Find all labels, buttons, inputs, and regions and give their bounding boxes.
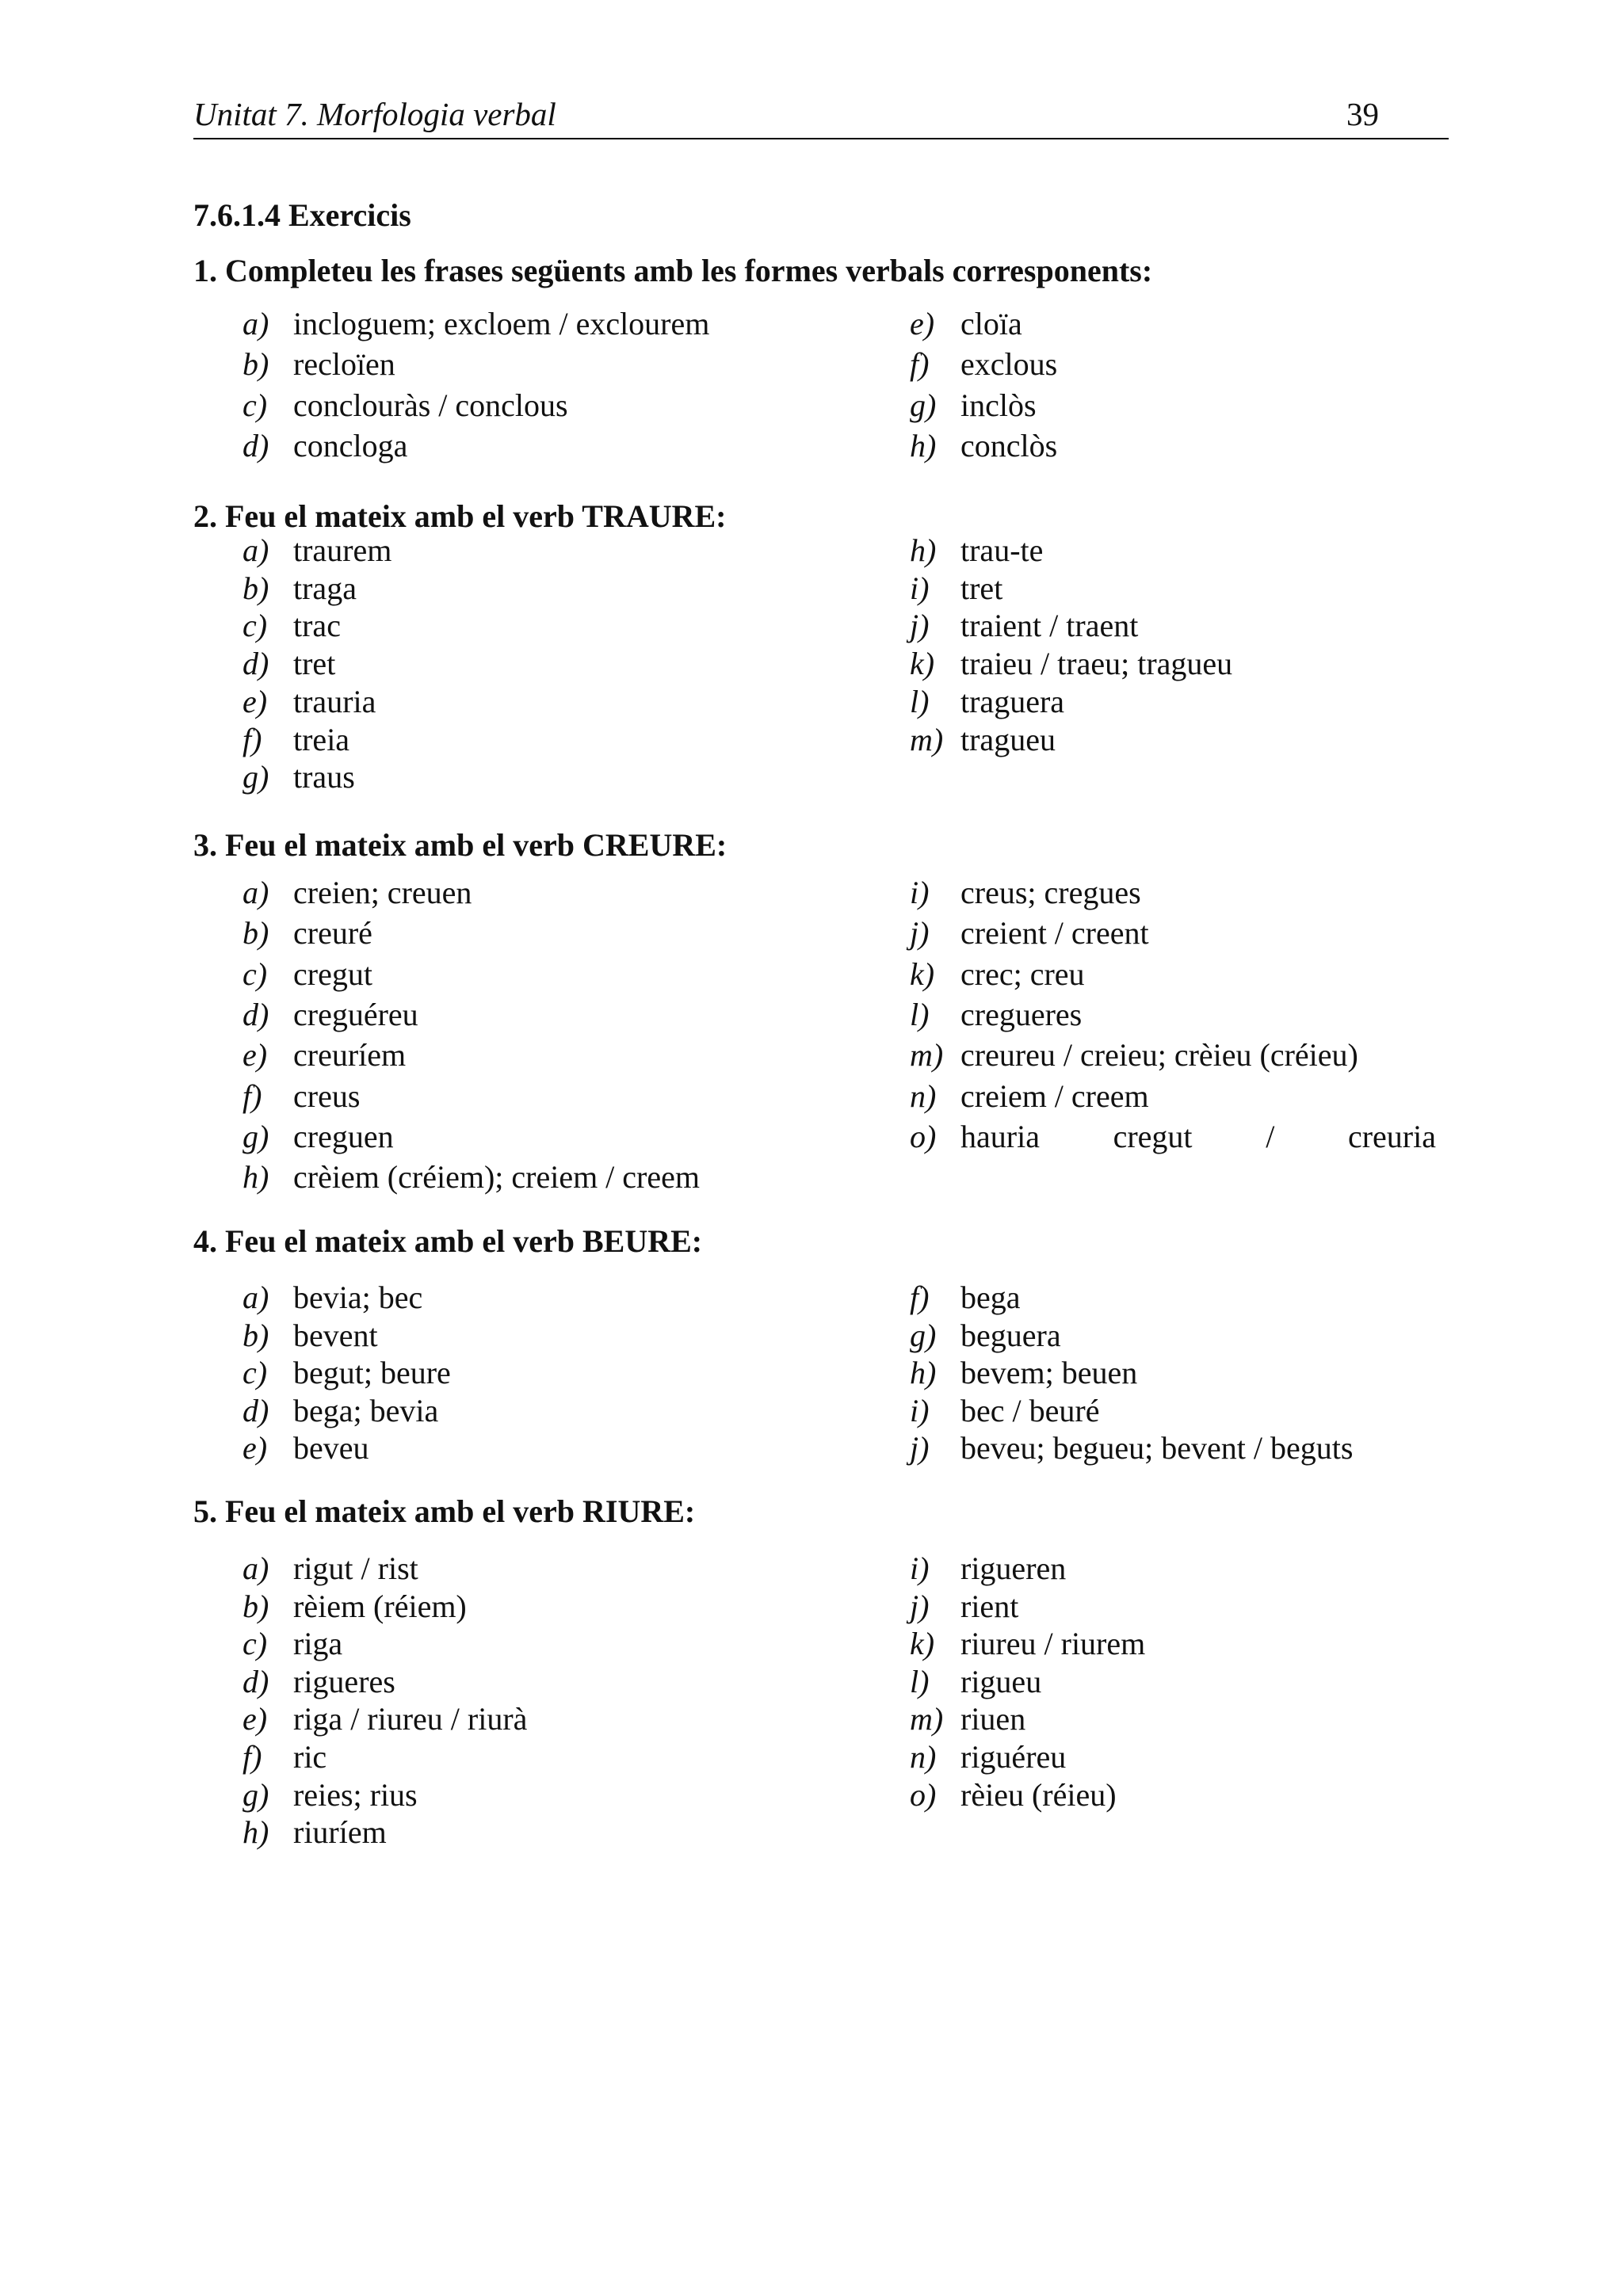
item-letter: a)	[242, 1550, 269, 1586]
item-letter: g)	[910, 387, 937, 423]
item-answer: exclous	[960, 346, 1058, 383]
item-letter: m)	[910, 1701, 944, 1737]
item-answer: rigueren	[960, 1550, 1067, 1586]
item-answer: riguéreu	[960, 1739, 1067, 1775]
item-letter: e)	[242, 1037, 268, 1074]
exercise-heading: 5. Feu el mateix amb el verb RIURE:	[193, 1493, 696, 1529]
item-answer: traient / traent	[960, 608, 1139, 644]
item-letter: g)	[242, 1118, 269, 1154]
exercise-2	[193, 498, 1449, 795]
item-answer: bec / beuré	[960, 1392, 1100, 1428]
item-answer: crec; creu	[960, 955, 1085, 992]
item-letter: g)	[242, 759, 269, 795]
item-letter: d)	[242, 646, 269, 682]
item-letter: d)	[242, 996, 269, 1032]
item-answer: rient	[960, 1588, 1019, 1624]
item-answer: creuríem	[293, 1037, 407, 1074]
item-letter: m)	[910, 1037, 944, 1074]
item-answer: trac	[293, 608, 341, 644]
item-letter: a)	[242, 1280, 269, 1315]
item-letter: b)	[242, 1317, 269, 1353]
item-answer: traga	[293, 570, 357, 606]
item-letter: b)	[242, 570, 269, 606]
exercise-heading: 4. Feu el mateix amb el verb BEURE:	[193, 1223, 703, 1259]
item-answer: ric	[293, 1739, 327, 1775]
item-answer: creiem / creem	[960, 1077, 1149, 1114]
item-letter: i)	[910, 1392, 930, 1428]
item-letter: j)	[910, 1588, 930, 1624]
item-answer: trau-te	[960, 532, 1044, 568]
exercise-heading: 3. Feu el mateix amb el verb CREURE:	[193, 827, 727, 863]
item-answer: riuríem	[293, 1814, 387, 1851]
item-letter: j)	[910, 1430, 930, 1466]
section-title: 7.6.1.4 Exercicis	[193, 197, 411, 233]
item-letter: k)	[910, 1626, 935, 1662]
exercise-heading: 2. Feu el mateix amb el verb TRAURE:	[193, 498, 727, 534]
item-letter: j)	[910, 608, 930, 644]
item-answer: conclouràs / conclous	[293, 387, 568, 423]
item-answer: cregut	[293, 955, 372, 992]
item-letter: b)	[242, 1588, 269, 1624]
item-answer: tret	[960, 570, 1003, 606]
item-letter: c)	[242, 387, 268, 423]
item-letter: l)	[910, 1663, 930, 1699]
item-answer: inclòs	[960, 387, 1037, 423]
answer-word: cregut	[1113, 1118, 1193, 1154]
page-number: 39	[1346, 96, 1379, 132]
item-answer: beveu; begueu; bevent / beguts	[960, 1430, 1354, 1466]
item-letter: a)	[242, 306, 269, 341]
item-letter: h)	[242, 1159, 269, 1196]
item-letter: f)	[910, 346, 930, 383]
item-letter: e)	[242, 683, 268, 719]
item-letter: h)	[910, 532, 937, 568]
answer-word: creuria	[1347, 1118, 1436, 1154]
item-letter: a)	[242, 875, 269, 910]
item-letter: k)	[910, 955, 935, 992]
item-letter: f)	[242, 721, 262, 757]
item-answer: riga	[293, 1626, 343, 1662]
item-letter: m)	[910, 721, 944, 757]
item-letter: h)	[242, 1814, 269, 1851]
item-answer: creguen	[293, 1118, 394, 1154]
item-answer: creus; cregues	[960, 875, 1141, 910]
item-answer: cregueres	[960, 996, 1083, 1032]
item-letter: b)	[242, 346, 269, 383]
item-answer: riga / riureu / riurà	[293, 1701, 528, 1737]
item-letter: c)	[242, 608, 268, 644]
item-answer: beguera	[960, 1317, 1061, 1353]
item-letter: n)	[910, 1739, 937, 1775]
item-letter: f)	[242, 1077, 262, 1114]
item-answer: treia	[293, 721, 350, 757]
header-title: Unitat 7. Morfologia verbal	[193, 96, 556, 132]
item-answer: rigueu	[960, 1663, 1042, 1699]
item-answer: traieu / traeu; tragueu	[960, 646, 1233, 682]
item-letter: c)	[242, 955, 268, 992]
item-answer: creient / creent	[960, 915, 1149, 952]
exercise-heading: 1. Completeu les frases següents amb les formes verbals corresponents:	[193, 253, 1153, 288]
item-answer: bevent	[293, 1317, 378, 1353]
item-answer: creureu / creieu; crèieu (créieu)	[960, 1037, 1358, 1074]
item-answer: incloguem; excloem / exclourem	[293, 306, 710, 341]
item-letter: h)	[910, 1355, 937, 1390]
item-letter: f)	[910, 1280, 930, 1315]
item-letter: h)	[910, 427, 937, 463]
item-answer: concloga	[293, 427, 408, 463]
item-letter: e)	[242, 1430, 268, 1466]
item-letter: d)	[242, 427, 269, 463]
item-letter: l)	[910, 683, 930, 719]
item-letter: b)	[242, 915, 269, 952]
item-answer: traurem	[293, 532, 392, 568]
item-letter: e)	[910, 306, 935, 341]
item-letter: n)	[910, 1077, 937, 1114]
answer-word: hauria	[960, 1118, 1040, 1154]
item-letter: i)	[910, 875, 930, 910]
item-answer: bega	[960, 1280, 1021, 1315]
item-answer: rigut / rist	[293, 1550, 418, 1586]
item-letter: i)	[910, 1550, 930, 1586]
item-answer: cloïa	[960, 306, 1022, 341]
item-answer: trauria	[293, 683, 376, 719]
item-answer: bevia; bec	[293, 1280, 423, 1315]
exercise-3	[193, 827, 1449, 1196]
item-letter: o)	[910, 1118, 937, 1154]
item-answer: conclòs	[960, 427, 1058, 463]
item-answer: creus	[293, 1077, 361, 1114]
item-letter: d)	[242, 1392, 269, 1428]
item-answer: traus	[293, 759, 355, 795]
exercise-1	[193, 253, 1449, 463]
item-letter: g)	[242, 1776, 269, 1813]
item-letter: e)	[242, 1701, 268, 1737]
item-answer: rèiem (réiem)	[293, 1588, 467, 1624]
item-answer: creguéreu	[293, 996, 418, 1032]
item-answer: riuen	[960, 1701, 1026, 1737]
item-letter: g)	[910, 1317, 937, 1353]
item-answer: beveu	[293, 1430, 369, 1466]
item-answer: creuré	[293, 915, 372, 952]
item-answer: traguera	[960, 683, 1065, 719]
item-answer: bega; bevia	[293, 1392, 439, 1428]
item-answer: bevem; beuen	[960, 1355, 1138, 1390]
item-letter: c)	[242, 1626, 268, 1662]
item-letter: a)	[242, 532, 269, 568]
item-answer: rèieu (réieu)	[960, 1776, 1117, 1813]
answer-word: /	[1266, 1118, 1275, 1154]
item-letter: i)	[910, 570, 930, 606]
item-letter: j)	[910, 915, 930, 952]
item-answer	[960, 1119, 1436, 1155]
item-letter: f)	[242, 1739, 262, 1775]
page-header	[193, 93, 1449, 139]
item-letter: k)	[910, 646, 935, 682]
item-answer: tret	[293, 646, 336, 682]
item-answer: riureu / riurem	[960, 1626, 1146, 1662]
item-answer: reies; rius	[293, 1776, 418, 1813]
item-letter: d)	[242, 1663, 269, 1699]
item-letter: c)	[242, 1355, 268, 1390]
item-answer: begut; beure	[293, 1355, 451, 1390]
item-answer: crèiem (créiem); creiem / creem	[293, 1159, 700, 1196]
exercise-4	[193, 1223, 1449, 1466]
item-answer: tragueu	[960, 721, 1056, 757]
item-answer: rigueres	[293, 1663, 395, 1699]
exercise-5	[193, 1493, 1449, 1851]
item-answer: creien; creuen	[293, 875, 472, 910]
item-letter: l)	[910, 996, 930, 1032]
item-letter: o)	[910, 1776, 937, 1813]
item-answer: recloïen	[293, 346, 395, 383]
